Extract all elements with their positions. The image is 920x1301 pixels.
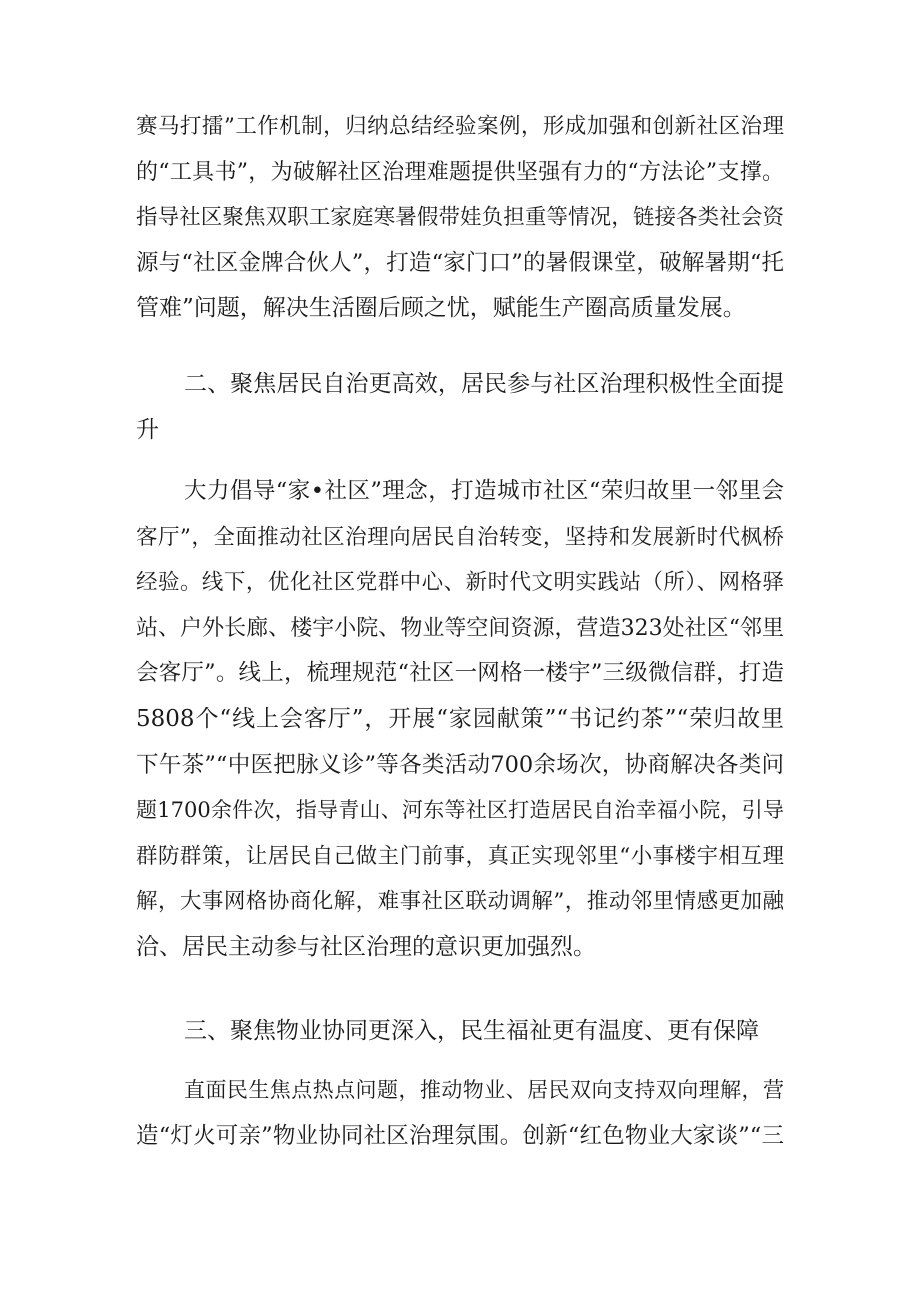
text-line: 群防群策，让居民自己做主门前事，真正实现邻里“小事楼宇相互理 xyxy=(136,843,784,869)
text-line: 直面民生焦点热点问题，推动物业、居民双向支持双向理解，营 xyxy=(184,1078,784,1102)
text-line: 造“灯火可亲”物业协同社区治理氛围。创新“红色物业大家谈”“三 xyxy=(136,1122,784,1149)
text-line: 大力倡导“家•社区”理念，打造城市社区“荣归故里一邻里会 xyxy=(184,478,784,504)
text-line: 题1700余件次，指导青山、河东等社区打造居民自治幸福小院，引导 xyxy=(136,798,784,823)
text-line: 解，大事网格协商化解，难事社区联动调解”，推动邻里情感更加融 xyxy=(136,889,784,915)
text-line: 指导社区聚焦双职工家庭寒暑假带娃负担重等情况，链接各类社会资 xyxy=(136,205,784,231)
text-line: 源与“社区金牌合伙人”，打造“家门口”的暑假课堂，破解暑期“托 xyxy=(136,249,784,276)
text-line: 5808个“线上会客厅”，开展“家园献策”“书记约茶”“荣归故里 xyxy=(136,705,784,732)
paragraph-property-services xyxy=(136,1068,784,1159)
section-heading-resident-autonomy xyxy=(136,362,784,453)
text-line: 管难”问题，解决生活圈后顾之忧，赋能生产圈高质量发展。 xyxy=(136,295,746,322)
paragraph-community-toolbook xyxy=(136,104,784,332)
section-heading-property-collaboration xyxy=(136,1009,784,1055)
text-line: 站、户外长廊、楼宇小院、物业等空间资源，营造323处社区“邻里 xyxy=(136,615,784,641)
heading-line: 三、聚焦物业协同更深入，民生福祉更有温度、更有保障 xyxy=(184,1018,759,1044)
text-line: 的“工具书”，为破解社区治理难题提供坚强有力的“方法论”支撑。 xyxy=(136,159,784,185)
text-line: 洽、居民主动参与社区治理的意识更加强烈。 xyxy=(136,933,596,960)
text-line: 会客厅”。线上，梳理规范“社区一网格一楼宇”三级微信群，打造 xyxy=(136,660,784,687)
text-line: 赛马打擂”工作机制，归纳总结经验案例，形成加强和创新社区治理 xyxy=(136,114,784,139)
heading-line: 二、聚焦居民自治更高效，居民参与社区治理积极性全面提 xyxy=(184,371,784,397)
text-line: 经验。线下，优化社区党群中心、新时代文明实践站（所）、网格驿 xyxy=(136,570,784,596)
text-line: 下午茶”“中医把脉义诊”等各类活动700余场次，协商解决各类问 xyxy=(136,751,784,778)
heading-line: 升 xyxy=(136,416,159,443)
paragraph-neighborhood-parlor xyxy=(136,469,784,971)
text-line: 客厅”，全面推动社区治理向居民自治转变，坚持和发展新时代枫桥 xyxy=(136,524,784,550)
